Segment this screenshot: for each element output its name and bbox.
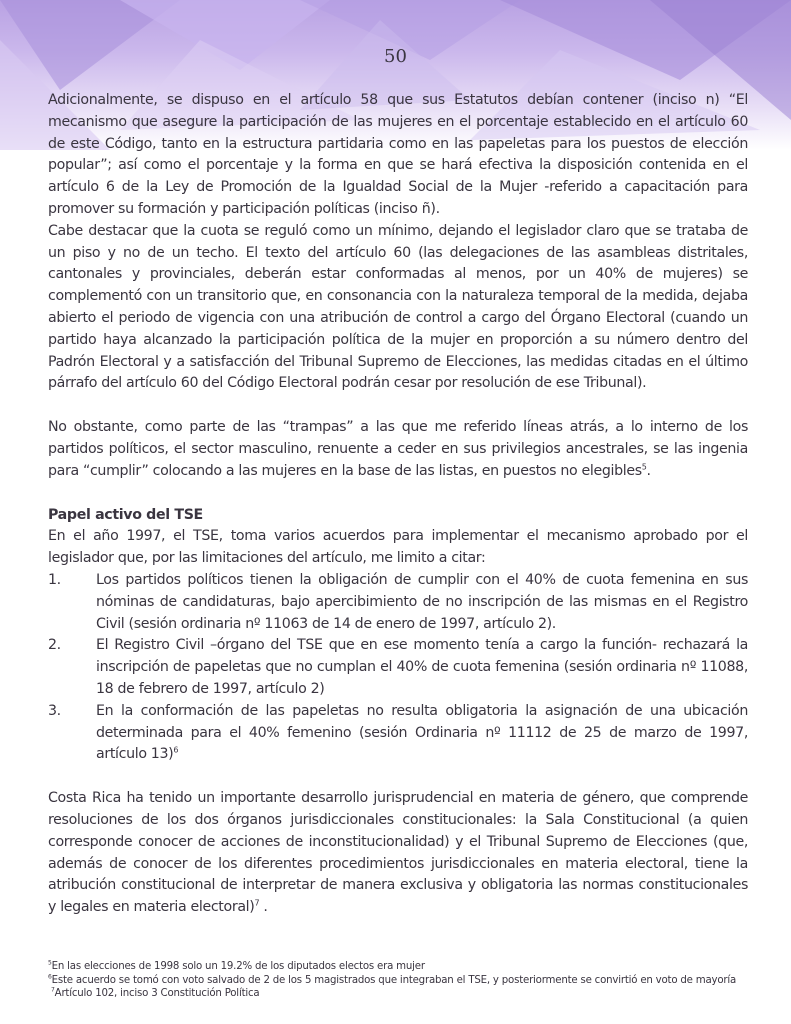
footnote-text: Artículo 102, inciso 3 Constitución Política bbox=[54, 988, 260, 999]
list-item-number: 1. bbox=[48, 571, 61, 588]
paragraph-1: Adicionalmente, se dispuso en el artículo 58 que sus Estatutos debían contener (inciso n) “El mecanismo que asegure la participación de las mujeres en el porcentaje establecido en el artículo 60 de este Código, tanto en la estructura partidaria como en las papeletas para los puestos de elección popular”; así como el porcentaje y la forma en que se hará efectiva la disposición contenida en el artículo 6 de la Ley de Promoción de la Igualdad Social de la Mujer -referido a capacitación para promover su formación y participación políticas (inciso ñ). bbox=[48, 92, 748, 217]
footnote-text: Este acuerdo se tomó con voto salvado de 2 de los 5 magistrados que integraban el TSE, y posteriormente se convirtió en voto de mayoría bbox=[51, 974, 737, 986]
footnote-6 bbox=[48, 974, 748, 988]
list-item bbox=[48, 635, 748, 700]
list-item-3-text: En la conformación de las papeletas no resulta obligatoria la asignación de una ubicación determinada para el 40% femenino (sesión Ordinaria nº 11112 de 25 de marzo de 1997, artículo 13) bbox=[96, 702, 748, 763]
spacer bbox=[48, 395, 748, 417]
list-item-text: Los partidos políticos tienen la obligación de cumplir con el 40% de cuota femenina en sus nóminas de candidaturas, bajo apercibimiento de no inscripción de las mismas en el Registro Civil (sesión ordinaria nº 11063 de 14 de enero de 1997, artículo 2). bbox=[96, 571, 748, 632]
spacer bbox=[48, 483, 748, 505]
spacer bbox=[48, 766, 748, 788]
paragraph-4: En el año 1997, el TSE, toma varios acuerdos para implementar el mecanismo aprobado por el legislador que, por las limitaciones del artículo, me limito a citar: bbox=[48, 528, 748, 567]
footnotes bbox=[48, 960, 748, 1001]
list-item-number: 2. bbox=[48, 637, 61, 654]
paragraph-3-text: No obstante, como parte de las “trampas” a las que me referido líneas atrás, a lo interno de los partidos políticos, el sector masculino, renuente a ceder en sus privilegios ancestrales, se las ingenia para “cumplir” colocando a las mujeres en la base de las listas, en puestos no elegibles bbox=[48, 419, 748, 479]
section-heading: Papel activo del TSE bbox=[48, 506, 203, 523]
list-item-text: El Registro Civil –órgano del TSE que en ese momento tenía a cargo la función- rechazará la inscripción de papeletas que no cumplan el 40% de cuota femenina (sesión ordinaria nº 11088, 18 de febrero de 1997, artículo 2) bbox=[96, 637, 748, 697]
footnote-text: En las elecciones de 1998 solo un 19.2% de los diputados electos era mujer bbox=[51, 961, 425, 972]
page-number: 50 bbox=[384, 46, 407, 67]
footnote-7 bbox=[48, 987, 748, 1001]
paragraph-5 bbox=[48, 788, 748, 919]
footnote-marker: 7 bbox=[51, 986, 55, 994]
paragraph-3 bbox=[48, 417, 748, 482]
footnote-marker: 5 bbox=[48, 959, 52, 967]
footnote-5 bbox=[48, 960, 748, 974]
list-item bbox=[48, 701, 748, 766]
footnote-ref-5: 5 bbox=[641, 462, 647, 472]
list-item-number: 3. bbox=[48, 702, 61, 719]
list-item-text bbox=[96, 701, 748, 766]
paragraph-5-text: Costa Rica ha tenido un importante desarrollo jurisprudencial en materia de género, que comprende resoluciones de los dos órganos jurisdiccionales constitucionales: la Sala Constitucional (a quien corresponde conocer de acciones de inconstitucionalidad) y el Tribunal Supremo de Elecciones (que, además de conocer de los diferentes procedimientos jurisdiccionales en materia electoral, tiene la atribución constitucional de interpretar de manera exclusiva y obligatoria las normas constitucionales y legales en materia electoral) bbox=[48, 790, 748, 916]
period: . bbox=[646, 462, 651, 479]
document-body bbox=[48, 90, 748, 919]
list-item bbox=[48, 570, 748, 635]
footnote-ref-6: 6 bbox=[173, 745, 179, 755]
footnote-marker: 6 bbox=[48, 973, 52, 981]
trailing-period: . bbox=[259, 899, 268, 916]
footnote-ref-7: 7 bbox=[254, 898, 260, 908]
paragraph-2: Cabe destacar que la cuota se reguló como un mínimo, dejando el legislador claro que se trataba de un piso y no de un techo. El texto del artículo 60 (las delegaciones de las asambleas distritales, cantonales y provinciales, deberán estar conformadas al menos, por un 40% de mujeres) se complementó con un transitorio que, en consonancia con la naturaleza temporal de la medida, dejaba abierto el periodo de vigencia con una atribución de control a cargo del Órgano Electoral (cuando un partido haya alcanzado la participación política de la mujer en proporción a su número dentro del Padrón Electoral y a satisfacción del Tribunal Supremo de Elecciones, las medidas citadas en el último párrafo del artículo 60 del Código Electoral podrán cesar por resolución de ese Tribunal). bbox=[48, 222, 748, 392]
